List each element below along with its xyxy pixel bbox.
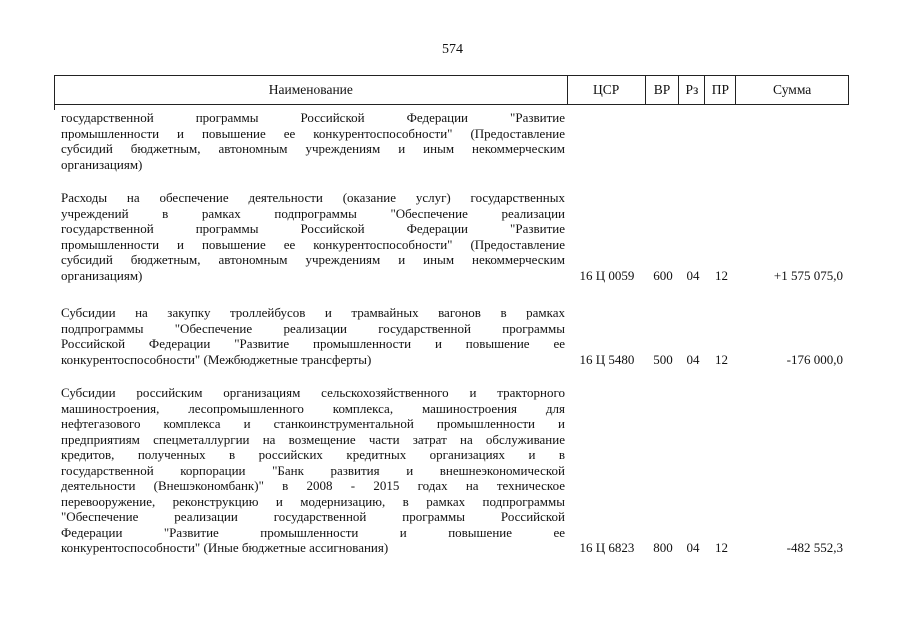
row-line: деятельности (Внешэкономбанк)" в 2008 - 2015 годах на техническое	[61, 478, 565, 493]
row-pr: 12	[715, 351, 728, 367]
row-name	[54, 190, 568, 283]
row-csr: 16 Ц 6823	[579, 540, 635, 555]
row-line: Субсидии на закупку троллейбусов и трамвайных вагонов в рамках	[61, 305, 565, 320]
row-pr: 12	[715, 267, 728, 283]
row-sum: -176 000,0	[786, 351, 843, 367]
row-line: конкурентоспособности" (Межбюджетные трансферты)	[61, 351, 372, 367]
header-csr: ЦСР	[568, 76, 646, 104]
row-vr: 600	[653, 267, 673, 283]
row-line: промышленности и повышение ее конкурентоспособности" (Предоставление	[61, 236, 565, 252]
row-line: предприятиям спецметаллургии на возмещение части затрат на обслуживание	[61, 431, 565, 447]
table-row	[54, 190, 849, 283]
row-csr: 16 Ц 5480	[579, 351, 635, 367]
table-row	[54, 110, 849, 172]
row-csr: 16 Ц 0059	[579, 267, 635, 283]
row-name	[54, 110, 568, 172]
row-line: кредитов, полученных в российских кредитных организациях и в	[61, 447, 565, 462]
row-line: государственной программы Российской Федерации "Развитие	[61, 110, 565, 125]
row-vr: 500	[653, 351, 673, 367]
header-rz: Рз	[679, 76, 705, 104]
row-line: Расходы на обеспечение деятельности (оказание услуг) государственных	[61, 190, 565, 205]
row-line: Субсидии российским организациям сельскохозяйственного и тракторного	[61, 385, 565, 400]
row-line: нефтегазового комплекса и станкоинструментальной промышленности и	[61, 416, 565, 431]
header-pr: ПР	[705, 76, 736, 104]
table-row	[54, 385, 849, 556]
row-line: подпрограммы "Обеспечение реализации государственной программы	[61, 320, 565, 336]
row-vr: 800	[653, 540, 673, 555]
row-line: Российской Федерации "Развитие промышленности и повышение ее	[61, 336, 565, 351]
row-line: государственной программы Российской Федерации "Развитие	[61, 221, 565, 236]
row-rz: 04	[686, 267, 700, 283]
header-name: Наименование	[55, 76, 568, 104]
row-rz: 04	[686, 540, 700, 555]
row-line: промышленности и повышение ее конкурентоспособности" (Предоставление	[61, 125, 565, 141]
row-line: машиностроения, лесопромышленного комплекса, машиностроения для	[61, 400, 565, 416]
row-name	[54, 385, 568, 556]
row-line: субсидий бюджетным, автономным учреждениям и иным некоммерческим	[61, 252, 565, 267]
row-rz: 04	[686, 351, 700, 367]
row-line: государственной корпорации "Банк развития и внешнеэкономической	[61, 462, 565, 478]
row-line: организациям)	[61, 156, 143, 172]
row-line: конкурентоспособности" (Иные бюджетные ассигнования)	[61, 540, 389, 555]
row-line: перевооружение, реконструкцию и модернизацию, в рамках подпрограммы	[61, 493, 565, 509]
row-pr: 12	[715, 540, 728, 555]
row-line: Федерации "Развитие промышленности и повышение ее	[61, 524, 565, 540]
row-sum: +1 575 075,0	[773, 267, 843, 283]
header-vr: ВР	[646, 76, 680, 104]
row-sum: -482 552,3	[786, 540, 843, 555]
header-sum: Сумма	[773, 82, 812, 98]
row-line: "Обеспечение реализации государственной программы Российской	[61, 509, 565, 524]
row-line: организациям)	[61, 267, 143, 283]
table-row	[54, 305, 849, 367]
page-number: 574	[442, 42, 463, 57]
row-line: субсидий бюджетным, автономным учреждениям и иным некоммерческим	[61, 141, 565, 156]
row-line: учреждений в рамках подпрограммы "Обеспечение реализации	[61, 205, 565, 221]
table-header	[54, 75, 849, 105]
row-name	[54, 305, 568, 367]
